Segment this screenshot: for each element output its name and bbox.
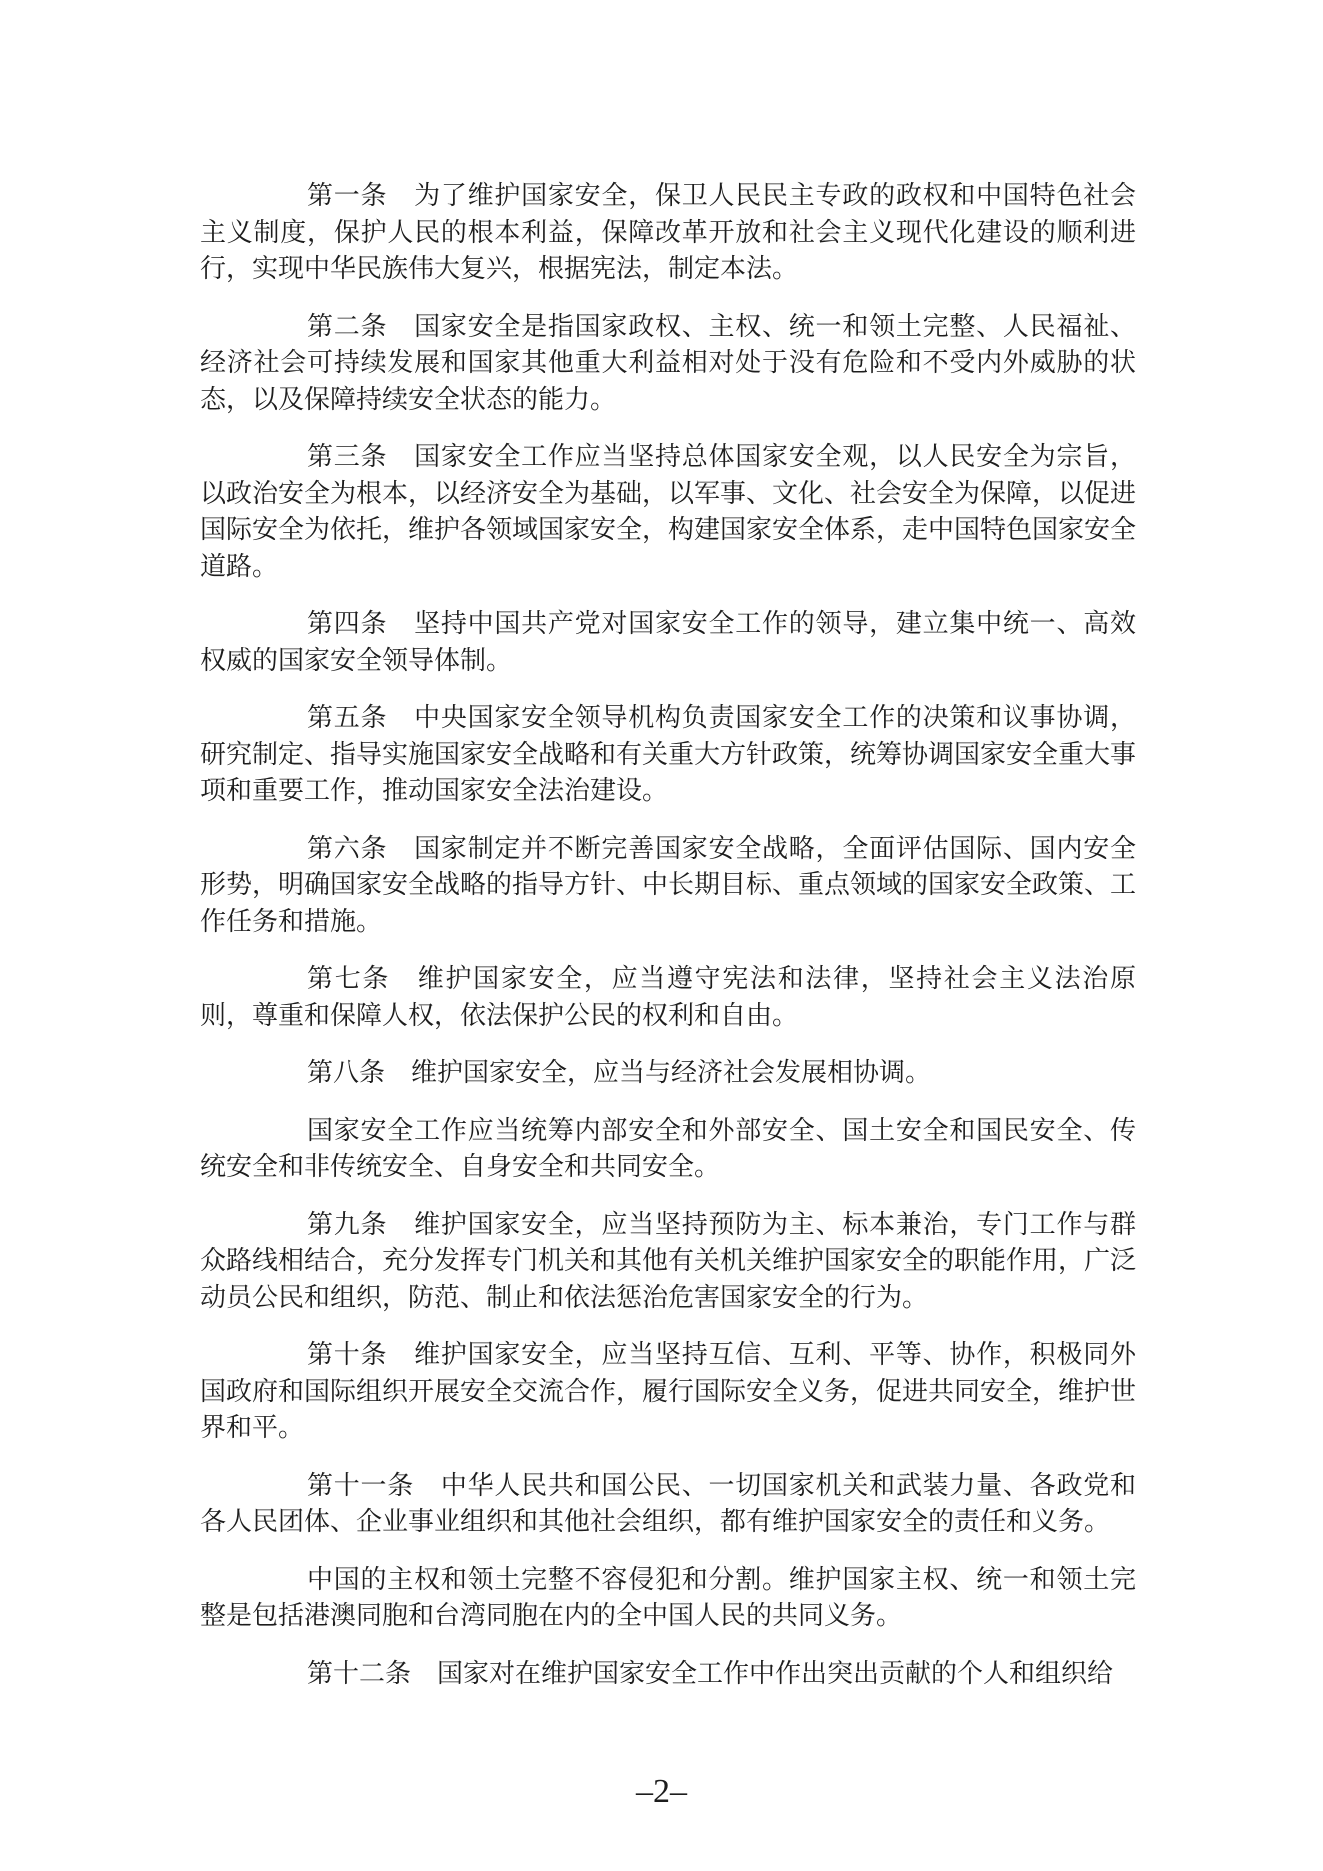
document-body: [200, 178, 1136, 1692]
para-article-10: 第十条 维护国家安全，应当坚持互信、互利、平等、协作，积极同外国政府和国际组织开展安全交流合作，履行国际安全义务，促进共同安全，维护世界和平。: [200, 1340, 1137, 1442]
para-article-11-cont: 中国的主权和领土完整不容侵犯和分割。维护国家主权、统一和领土完整是包括港澳同胞和台湾同胞在内的全中国人民的共同义务。: [200, 1564, 1136, 1630]
page-number: –2–: [636, 1773, 687, 1810]
para-article-11: 第十一条 中华人民共和国公民、一切国家机关和武装力量、各政党和各人民团体、企业事业组织和其他社会组织，都有维护国家安全的责任和义务。: [200, 1470, 1136, 1536]
para-article-4: 第四条 坚持中国共产党对国家安全工作的领导，建立集中统一、高效权威的国家安全领导体制。: [200, 609, 1136, 675]
para-article-1: 第一条 为了维护国家安全，保卫人民民主专政的政权和中国特色社会主义制度，保护人民的根本利益，保障改革开放和社会主义现代化建设的顺利进行，实现中华民族伟大复兴，根据宪法，制定本法。: [200, 181, 1136, 283]
para-article-2: 第二条 国家安全是指国家政权、主权、统一和领土完整、人民福祉、经济社会可持续发展和国家其他重大利益相对处于没有危险和不受内外威胁的状态，以及保障持续安全状态的能力。: [200, 311, 1136, 414]
para-article-8: 第八条 维护国家安全，应当与经济社会发展相协调。: [307, 1058, 932, 1087]
para-article-3: 第三条 国家安全工作应当坚持总体国家安全观，以人民安全为宗旨，以政治安全为根本，以经济安全为基础，以军事、文化、社会安全为保障，以促进国际安全为依托，维护各领域国家安全，构建国家安全体系，走中国特色国家安全道路。: [200, 442, 1137, 581]
para-article-6: 第六条 国家制定并不断完善国家安全战略，全面评估国际、国内安全形势，明确国家安全战略的指导方针、中长期目标、重点领域的国家安全政策、工作任务和措施。: [200, 833, 1137, 936]
para-article-9: 第九条 维护国家安全，应当坚持预防为主、标本兼治，专门工作与群众路线相结合，充分发挥专门机关和其他有关机关维护国家安全的职能作用，广泛动员公民和组织，防范、制止和依法惩治危害国家安全的行为。: [200, 1209, 1137, 1312]
para-article-5: 第五条 中央国家安全领导机构负责国家安全工作的决策和议事协调，研究制定、指导实施国家安全战略和有关重大方针政策，统筹协调国家安全重大事项和重要工作，推动国家安全法治建设。: [200, 703, 1137, 805]
para-article-12: 第十二条 国家对在维护国家安全工作中作出突出贡献的个人和组织给: [307, 1658, 1114, 1688]
para-article-7: 第七条 维护国家安全，应当遵守宪法和法律，坚持社会主义法治原则，尊重和保障人权，依法保护公民的权利和自由。: [200, 964, 1136, 1030]
para-article-8-cont: 国家安全工作应当统筹内部安全和外部安全、国土安全和国民安全、传统安全和非传统安全、自身安全和共同安全。: [200, 1115, 1136, 1181]
